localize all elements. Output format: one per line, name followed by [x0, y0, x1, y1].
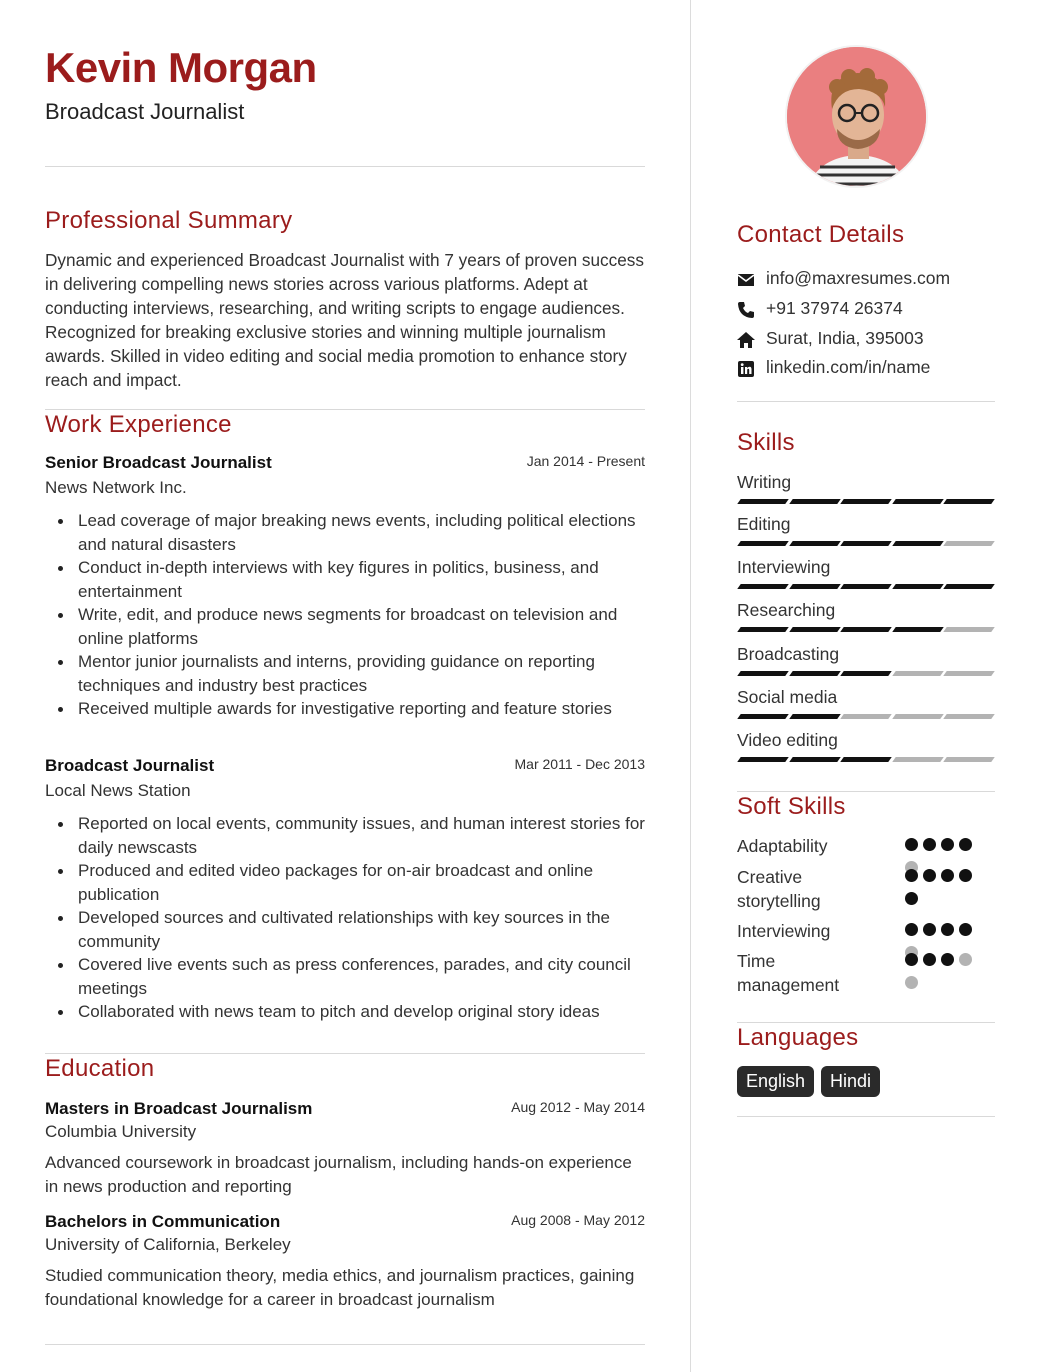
degree-title: Bachelors in Communication	[45, 1212, 281, 1231]
job-title: Senior Broadcast Journalist	[45, 453, 272, 472]
experience-divider	[45, 1053, 645, 1054]
job-bullet: Received multiple awards for investigative reporting and feature stories	[78, 697, 648, 721]
skill-segment-filled	[737, 714, 789, 719]
degree-dates: Aug 2008 - May 2012	[511, 1212, 645, 1228]
job-bullet: Reported on local events, community issues, and human interest stories for daily newscasts	[78, 812, 648, 859]
soft-skill-row	[737, 949, 995, 997]
rating-dot-filled	[959, 838, 972, 851]
language-tag: Hindi	[821, 1066, 880, 1097]
contact-address	[737, 328, 995, 352]
rating-dot-filled	[959, 923, 972, 936]
skill-segment-filled	[840, 499, 892, 504]
phone-text: +91 37974 26374	[766, 298, 903, 318]
job-bullet: Collaborated with news team to pitch and develop original story ideas	[78, 1000, 648, 1024]
rating-dot-filled	[923, 869, 936, 882]
skill-level-bar	[737, 671, 993, 676]
job-bullet: Conduct in-depth interviews with key figures in politics, business, and entertainment	[78, 556, 648, 603]
skill-row	[737, 514, 995, 535]
skill-segment-empty	[892, 757, 944, 762]
skill-segment-empty	[943, 714, 995, 719]
skill-segment-filled	[789, 499, 841, 504]
candidate-name: Kevin Morgan	[45, 44, 317, 91]
rating-dot-filled	[905, 923, 918, 936]
languages-heading: Languages	[737, 1024, 859, 1051]
skill-segment-filled	[789, 627, 841, 632]
skill-label: Video editing	[737, 730, 838, 750]
rating-dot-filled	[905, 953, 918, 966]
skill-label: Interviewing	[737, 557, 831, 577]
skill-segment-filled	[892, 627, 944, 632]
contact-heading: Contact Details	[737, 221, 905, 248]
avatar	[785, 45, 928, 188]
header-divider	[45, 166, 645, 167]
rating-dot-filled	[941, 869, 954, 882]
skills-divider	[737, 791, 995, 792]
address-text: Surat, India, 395003	[766, 328, 924, 348]
skill-row	[737, 600, 995, 621]
summary-heading: Professional Summary	[45, 207, 293, 234]
skill-segment-filled	[789, 757, 841, 762]
job-bullets	[78, 812, 648, 1024]
skill-label: Researching	[737, 600, 836, 620]
summary-text: Dynamic and experienced Broadcast Journalist with 7 years of proven success in delivering compelling news stories across various platforms. Adept at conducting interviews, researching, and writing scripts to engage audiences. Recognized for breaking exclusive stories and winning multiple journalism awards. Skilled in video editing and social media promotion to enhance story reach and impact.	[45, 250, 644, 390]
skill-label: Social media	[737, 687, 838, 707]
rating-dot-filled	[905, 869, 918, 882]
skill-segment-filled	[943, 584, 995, 589]
skill-segment-filled	[789, 584, 841, 589]
skill-segment-filled	[789, 714, 841, 719]
contact-email[interactable]	[737, 268, 995, 292]
skill-segment-filled	[737, 757, 789, 762]
soft-skill-row	[737, 919, 995, 943]
skill-segment-empty	[892, 714, 944, 719]
experience-heading: Work Experience	[45, 411, 232, 438]
skill-label: Editing	[737, 514, 791, 534]
skill-level-bar	[737, 584, 993, 589]
rating-dot-filled	[941, 923, 954, 936]
skill-level-bar	[737, 499, 993, 504]
envelope-icon	[737, 271, 755, 289]
skill-segment-filled	[840, 671, 892, 676]
skill-row	[737, 557, 995, 578]
degree-description: Advanced coursework in broadcast journalism, including hands-on experience in news production and reporting	[45, 1153, 632, 1196]
job-dates: Jan 2014 - Present	[526, 453, 645, 469]
skill-segment-filled	[737, 541, 789, 546]
job-company: News Network Inc.	[45, 478, 187, 497]
skill-segment-filled	[840, 584, 892, 589]
skill-segment-filled	[943, 499, 995, 504]
job-bullet: Developed sources and cultivated relationships with key sources in the community	[78, 906, 648, 953]
skill-segment-empty	[943, 627, 995, 632]
skill-label: Writing	[737, 472, 792, 492]
soft-skill-label: Time management	[737, 951, 840, 995]
skill-segment-empty	[892, 671, 944, 676]
soft-skill-label: Interviewing	[737, 921, 831, 941]
job-bullet: Mentor junior journalists and interns, providing guidance on reporting techniques and industry best practices	[78, 650, 648, 697]
language-tag: English	[737, 1066, 814, 1097]
degree-dates: Aug 2012 - May 2014	[511, 1099, 645, 1115]
rating-dot-filled	[959, 869, 972, 882]
skill-segment-filled	[789, 671, 841, 676]
skill-segment-empty	[943, 757, 995, 762]
school-name: Columbia University	[45, 1122, 197, 1141]
skill-segment-filled	[840, 757, 892, 762]
summary-divider	[45, 409, 645, 410]
job-bullet: Produced and edited video packages for on-air broadcast and online publication	[78, 859, 648, 906]
skill-segment-filled	[737, 584, 789, 589]
rating-dot-filled	[905, 838, 918, 851]
linkedin-text: linkedin.com/in/name	[766, 357, 931, 377]
skill-row	[737, 730, 995, 751]
degree-description: Studied communication theory, media ethics, and journalism practices, gaining foundational knowledge for a career in broadcast journalism	[45, 1266, 635, 1309]
skill-segment-empty	[943, 541, 995, 546]
skill-row	[737, 472, 995, 493]
job-company: Local News Station	[45, 781, 191, 800]
rating-dot-filled	[923, 953, 936, 966]
skill-segment-empty	[840, 714, 892, 719]
skill-level-bar	[737, 627, 993, 632]
rating-dot-filled	[941, 953, 954, 966]
soft-skills-heading: Soft Skills	[737, 793, 846, 820]
education-divider	[45, 1344, 645, 1345]
email-text: info@maxresumes.com	[766, 268, 951, 288]
skill-segment-filled	[840, 541, 892, 546]
rating-dot-filled	[923, 923, 936, 936]
soft-skill-row	[737, 865, 995, 913]
skill-segment-filled	[737, 671, 789, 676]
soft-skill-label: Creative storytelling	[737, 867, 821, 911]
skill-level-bar	[737, 757, 993, 762]
degree-title: Masters in Broadcast Journalism	[45, 1099, 313, 1118]
job-bullet: Write, edit, and produce news segments for broadcast on television and online platforms	[78, 603, 648, 650]
skill-segment-filled	[789, 541, 841, 546]
rating-dot-empty	[959, 953, 972, 966]
linkedin-icon	[737, 360, 755, 378]
skill-segment-filled	[892, 541, 944, 546]
education-heading: Education	[45, 1055, 155, 1082]
skill-segment-filled	[840, 627, 892, 632]
school-name: University of California, Berkeley	[45, 1235, 291, 1254]
skill-segment-empty	[943, 671, 995, 676]
contact-linkedin[interactable]	[737, 357, 995, 381]
rating-dot-empty	[905, 976, 918, 989]
languages-divider	[737, 1116, 995, 1117]
skill-level-bar	[737, 714, 993, 719]
job-bullet: Lead coverage of major breaking news events, including political elections and natural disasters	[78, 509, 648, 556]
home-icon	[737, 331, 755, 349]
job-bullets	[78, 509, 648, 721]
rating-dot-filled	[905, 892, 918, 905]
job-dates: Mar 2011 - Dec 2013	[514, 756, 645, 772]
skill-segment-filled	[892, 499, 944, 504]
skill-level-bar	[737, 541, 993, 546]
skills-heading: Skills	[737, 429, 795, 456]
skill-label: Broadcasting	[737, 644, 840, 664]
soft-skill-row	[737, 834, 995, 858]
job-bullet: Covered live events such as press conferences, parades, and city council meetings	[78, 953, 648, 1000]
skill-segment-filled	[737, 627, 789, 632]
soft-skills-divider	[737, 1022, 995, 1023]
contact-phone[interactable]	[737, 298, 995, 322]
contact-divider	[737, 401, 995, 402]
skill-segment-filled	[737, 499, 789, 504]
column-divider	[690, 0, 691, 1372]
job-title: Broadcast Journalist	[45, 756, 215, 775]
skill-row	[737, 644, 995, 665]
phone-icon	[737, 301, 755, 319]
rating-dot-filled	[941, 838, 954, 851]
skill-segment-filled	[892, 584, 944, 589]
soft-skill-label: Adaptability	[737, 836, 828, 856]
candidate-title: Broadcast Journalist	[45, 99, 245, 124]
skill-row	[737, 687, 995, 708]
rating-dot-filled	[923, 838, 936, 851]
